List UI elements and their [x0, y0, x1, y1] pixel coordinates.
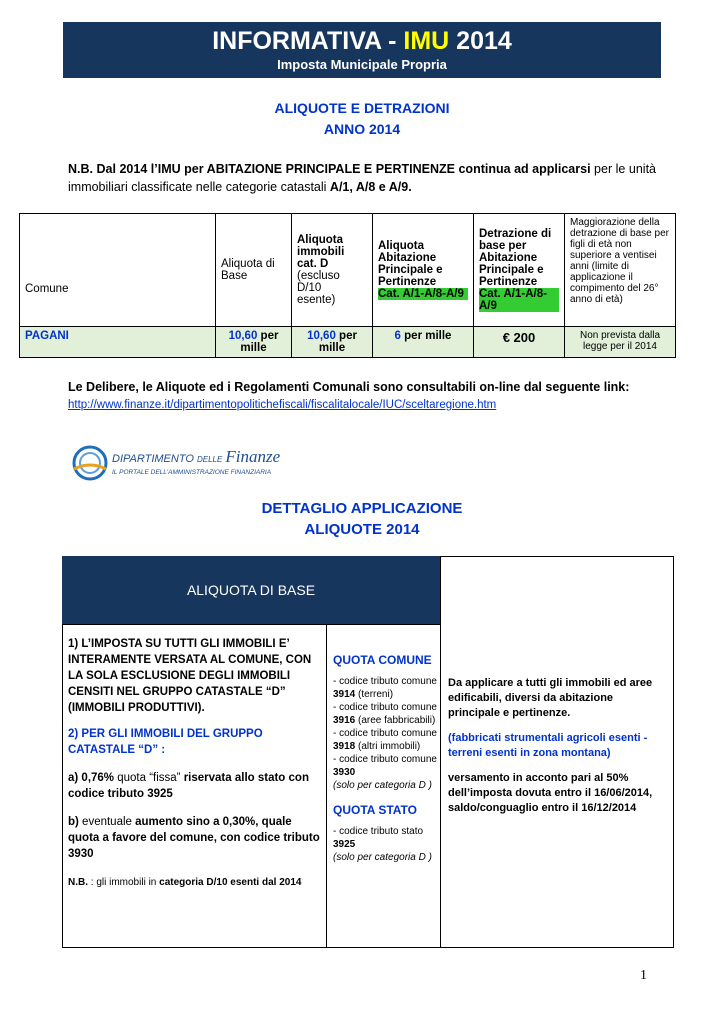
- logo-line1: [112, 447, 280, 467]
- detail-p5-c: categoria D/10 esenti dal 2014: [159, 877, 302, 888]
- cell-ap-unit: per mille: [400, 330, 452, 342]
- cell-maggiorazione: [565, 327, 676, 358]
- code-row: [333, 701, 437, 727]
- cell-det-value: € 200: [502, 330, 536, 345]
- code-desc: (altri immobili): [355, 741, 421, 752]
- header-ap-l2: Abitazione: [378, 252, 437, 264]
- detail-p4-c: aumento sino a 0,30%, quale quota a favore del comune, con codice tributo 3930: [68, 816, 320, 860]
- divider: [326, 624, 327, 947]
- header-ap-category: Cat. A/1-A/8-A/9: [378, 288, 468, 300]
- header-imm-l3: cat. D: [297, 258, 329, 270]
- logo-delle: DELLE: [196, 455, 223, 464]
- application-p2: (fabbricati strumentali agricoli esenti - terreni esenti in zona montana): [448, 732, 648, 759]
- cell-detrazione: [474, 327, 565, 358]
- cell-base-unit: per mille: [240, 330, 279, 354]
- code-row: [333, 825, 437, 851]
- rates-header-row: [20, 214, 676, 327]
- detail-p3-b: quota “fissa”: [114, 772, 184, 784]
- logo-dipartimento: DIPARTIMENTO: [112, 453, 194, 465]
- logo-tagline: IL PORTALE DELL'AMMINISTRAZIONE FINANZIARIA: [112, 469, 272, 476]
- header-ap-l3: Principale e: [378, 264, 443, 276]
- title-year: 2014: [449, 27, 512, 55]
- code-value: 3930: [333, 767, 356, 778]
- header-comune-label: Comune: [25, 282, 69, 295]
- header-aliquota-abitazione: [373, 214, 474, 327]
- cell-aliquota-abitazione: [373, 327, 474, 358]
- title-prefix: INFORMATIVA -: [212, 27, 404, 55]
- cell-imm-num: 10,60: [307, 330, 336, 342]
- logo-finanze: Finanze: [225, 447, 281, 466]
- divider: [440, 556, 441, 947]
- code-label: - codice tributo comune: [333, 702, 437, 713]
- detail-header: ALIQUOTA DI BASE: [62, 556, 440, 624]
- document-subtitle: Imposta Municipale Propria: [277, 57, 447, 72]
- detail-p5-a: N.B.: [68, 877, 88, 888]
- header-imm-l5: esente): [297, 294, 336, 306]
- header-comune: [20, 214, 216, 327]
- header-aliquota-base: [216, 214, 292, 327]
- cell-comune-value: PAGANI: [25, 330, 69, 342]
- code-label: - codice tributo stato: [333, 826, 424, 837]
- header-banner: [63, 22, 661, 78]
- header-det-l2: base per: [479, 240, 527, 252]
- section-title-dettaglio: [0, 498, 724, 540]
- header-maggiorazione: [565, 214, 676, 327]
- detail-p3-c: riservata allo stato con codice tributo 3925: [68, 772, 309, 800]
- header-base-l1: Aliquota di: [221, 258, 275, 270]
- application-p1: Da applicare a tutti gli immobili ed aree edificabili, diversi da abitazione principale e pertinenze.: [448, 677, 653, 719]
- cell-ap-num: 6: [394, 330, 401, 342]
- header-detrazione: [474, 214, 565, 327]
- cell-base-num: 10,60: [228, 330, 258, 342]
- header-det-l5: Pertinenze: [479, 276, 538, 288]
- code-row: [333, 727, 437, 753]
- nb-bold-text: N.B. Dal 2014 l’IMU per ABITAZIONE PRINCIPALE E PERTINENZE continua ad applicarsi: [68, 162, 591, 176]
- header-ap-l4: Pertinenze: [378, 276, 437, 288]
- cell-comune: [20, 327, 216, 358]
- detail-p2: 2) PER GLI IMMOBILI DEL GRUPPO CATASTALE “D” :: [68, 728, 263, 756]
- code-label: - codice tributo comune: [333, 754, 437, 765]
- header-det-l4: Principale e: [479, 264, 544, 276]
- document-title: [63, 26, 661, 56]
- nb-paragraph: [68, 160, 656, 196]
- section-title-aliquote: [0, 98, 724, 140]
- code-value: 3916: [333, 715, 356, 726]
- header-det-l3: Abitazione: [479, 252, 538, 264]
- quota-comune-heading: QUOTA COMUNE: [333, 653, 432, 667]
- code-label: - codice tributo comune: [333, 728, 437, 739]
- detail-p1: 1) L’IMPOSTA SU TUTTI GLI IMMOBILI E’ INTERAMENTE VERSATA AL COMUNE, CON LA SOLA ESCLUSIONE DEGLI IMMOBILI CENSITI NEL GRUPPO CATASTALE “D” (IMMOBILI PRODUTTIVI).: [68, 638, 312, 714]
- code-note: (solo per categoria D ): [333, 852, 432, 863]
- code-note: (solo per categoria D ): [333, 780, 432, 791]
- finanze-link[interactable]: http://www.finanze.it/dipartimentopolitichefiscali/fiscalitalocale/IUC/sceltaregione.htm: [68, 399, 497, 411]
- nb-categories: A/1, A/8 e A/9.: [329, 180, 412, 194]
- section-title-line1: ALIQUOTE E DETRAZIONI: [274, 100, 450, 116]
- detail-p4-b: eventuale: [78, 816, 136, 828]
- code-label: - codice tributo comune: [333, 676, 437, 687]
- detail-column-codes: [333, 654, 437, 864]
- detail-p5: [68, 876, 322, 890]
- section-title-line2: ANNO 2014: [323, 121, 401, 137]
- nb-text: per le unità immobiliari classificate nelle categorie catastali: [68, 162, 656, 194]
- code-row: [333, 675, 437, 701]
- detail-column-application: [448, 676, 666, 816]
- header-mag-text: Maggiorazione della detrazione di base per figli di età non superiore a ventisei anni (limite di applicazione il compimento del 26° anno di età): [570, 217, 669, 305]
- detail-p3: [68, 770, 322, 802]
- section2-title-line2: ALIQUOTE 2014: [304, 521, 420, 538]
- header-imm-l1: Aliquota: [297, 234, 343, 246]
- code-value: 3925: [333, 839, 356, 850]
- section2-title-line1: DETTAGLIO APPLICAZIONE: [261, 500, 463, 517]
- header-base-l2: Base: [221, 270, 248, 282]
- quota-stato-heading: QUOTA STATO: [333, 803, 417, 817]
- page-number: 1: [640, 968, 647, 983]
- title-imu: IMU: [403, 27, 450, 55]
- application-p3: versamento in acconto pari al 50% dell’imposta dovuta entro il 16/06/2014, saldo/conguaglio entro il 16/12/2014: [448, 772, 653, 814]
- header-imm-l4: (escluso D/10: [297, 270, 340, 294]
- cell-imm-unit: per mille: [318, 330, 357, 354]
- logo-emblem-icon: [70, 443, 110, 483]
- code-value: 3914: [333, 689, 356, 700]
- cell-mag-value: Non prevista dalla legge per il 2014: [579, 330, 661, 352]
- header-imm-l2: immobili: [297, 246, 345, 258]
- cell-aliquota-immobili-d: [292, 327, 373, 358]
- header-ap-l1: Aliquota: [378, 240, 424, 252]
- dipartimento-finanze-logo: [70, 443, 290, 483]
- code-value: 3918: [333, 741, 356, 752]
- detail-column-description: [68, 636, 322, 890]
- detail-p5-b: : gli immobili in: [88, 877, 160, 888]
- header-det-l1: Detrazione di: [479, 228, 552, 240]
- code-row: [333, 753, 437, 779]
- detail-p4-a: b): [68, 816, 79, 828]
- divider: [62, 624, 440, 625]
- cell-aliquota-base: [216, 327, 292, 358]
- links-title: Le Delibere, le Aliquote ed i Regolamenti Comunali sono consultabili on-line dal seguente link:: [68, 380, 630, 394]
- header-aliquota-immobili-d: [292, 214, 373, 327]
- code-desc: (terreni): [355, 689, 394, 700]
- rates-table: [19, 213, 676, 358]
- detail-p4: [68, 814, 322, 862]
- header-det-category: Cat. A/1-A/8-A/9: [479, 288, 559, 312]
- table-row: [20, 327, 676, 358]
- code-desc: (aree fabbricabili): [355, 715, 436, 726]
- detail-p3-a: a) 0,76%: [68, 772, 115, 784]
